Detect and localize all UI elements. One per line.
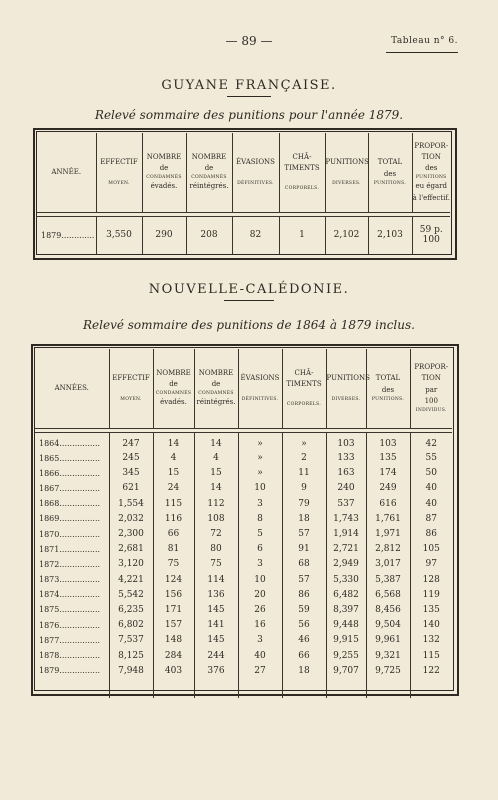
cell-evades: 15 [153, 466, 194, 481]
table-row [35, 481, 452, 496]
cell-proportion: 128 [410, 572, 452, 587]
cell-punitions: 1,743 [326, 511, 366, 526]
cell-evades: 115 [153, 496, 194, 511]
cell-evasions: 10 [238, 481, 282, 496]
cell-punitions: 8,397 [326, 602, 366, 617]
cell-proportion: 105 [410, 542, 452, 557]
table-row [35, 602, 452, 617]
cell-chatiments: 86 [282, 587, 326, 602]
cell-evasions: 3 [238, 496, 282, 511]
cell-annee: 1870................ [39, 529, 101, 539]
cell-effectif: 6,802 [109, 618, 153, 633]
tableau-label: Tableau n° 6. [391, 36, 458, 46]
cell-total: 249 [366, 481, 410, 496]
cell-annee: 1875................ [39, 605, 101, 615]
col-effectif-header: EFFECTIF MOYEN. [96, 133, 142, 212]
cell-effectif: 1,554 [109, 496, 153, 511]
cell-total: 103 [366, 432, 410, 451]
cell-total: 174 [366, 466, 410, 481]
cell-evades: 24 [153, 481, 194, 496]
caledonie-table [35, 349, 452, 698]
cell-chatiments: 79 [282, 496, 326, 511]
cell-reintegres: 14 [194, 432, 238, 451]
cell-proportion: 59 p. 100 [412, 216, 450, 254]
cell-chatiments: 68 [282, 557, 326, 572]
cell-annee: 1869................ [39, 514, 101, 524]
cell-reintegres: 112 [194, 496, 238, 511]
col-effectif-header: EFFECTIF MOYEN. [109, 349, 153, 428]
cell-evasions: 8 [238, 511, 282, 526]
cell-chatiments: 11 [282, 466, 326, 481]
cell-proportion: 42 [410, 432, 452, 451]
cell-reintegres: 145 [194, 633, 238, 648]
cell-chatiments: 59 [282, 602, 326, 617]
cell-evades: 4 [153, 451, 194, 466]
cell-reintegres: 244 [194, 648, 238, 663]
cell-total: 1,971 [366, 526, 410, 541]
cell-evasions: 40 [238, 648, 282, 663]
cell-total: 8,456 [366, 602, 410, 617]
col-total-header: TOTAL des PUNITIONS. [368, 133, 412, 212]
cell-punitions: 133 [326, 451, 366, 466]
cell-total: 9,504 [366, 618, 410, 633]
cell-annee: 1872................ [39, 559, 101, 569]
table-row [35, 432, 452, 451]
cell-proportion: 140 [410, 618, 452, 633]
page-number: — 89 — [225, 34, 273, 48]
cell-punitions: 2,102 [325, 216, 368, 254]
guyane-title: GUYANE FRANÇAISE. [161, 78, 337, 93]
cell-chatiments: 91 [282, 542, 326, 557]
cell-punitions: 2,949 [326, 557, 366, 572]
cell-evades: 75 [153, 557, 194, 572]
guyane-data-row [37, 216, 450, 254]
cell-annee: 1865................ [39, 453, 101, 463]
cell-total: 135 [366, 451, 410, 466]
cell-evades: 124 [153, 572, 194, 587]
table-row [35, 496, 452, 511]
cell-effectif: 2,300 [109, 526, 153, 541]
col-evasions-header: ÉVASIONS DÉFINITIVES. [238, 349, 282, 428]
cell-reintegres: 15 [194, 466, 238, 481]
cell-annee: 1874................ [39, 590, 101, 600]
cell-punitions: 9,448 [326, 618, 366, 633]
guyane-header-row [37, 133, 450, 212]
cell-total: 9,961 [366, 633, 410, 648]
cell-punitions: 103 [326, 432, 366, 451]
cell-chatiments: 66 [282, 648, 326, 663]
cell-reintegres: 75 [194, 557, 238, 572]
cell-chatiments: 1 [279, 216, 325, 254]
col-punitions-header: PUNITIONS DIVERSES. [326, 349, 366, 428]
tableau-underline [386, 52, 458, 53]
cell-proportion: 135 [410, 602, 452, 617]
col-punitions-header: PUNITIONS DIVERSES. [325, 133, 368, 212]
guyane-table [37, 133, 450, 254]
cell-punitions: 5,330 [326, 572, 366, 587]
table-row [35, 542, 452, 557]
cell-total: 2,103 [368, 216, 412, 254]
cell-evades: 66 [153, 526, 194, 541]
cell-proportion: 55 [410, 451, 452, 466]
cell-effectif: 247 [109, 432, 153, 451]
table-row [35, 587, 452, 602]
col-total-header: TOTAL des PUNITIONS. [366, 349, 410, 428]
cell-chatiments: 2 [282, 451, 326, 466]
cell-annee: 1867................ [39, 483, 101, 493]
caledonie-table-body [35, 432, 452, 698]
cell-proportion: 97 [410, 557, 452, 572]
cell-punitions: 2,721 [326, 542, 366, 557]
cell-total: 616 [366, 496, 410, 511]
cell-evasions: 3 [238, 633, 282, 648]
cell-effectif: 7,948 [109, 663, 153, 678]
guyane-subtitle: Relevé sommaire des punitions pour l'année 1879. [94, 108, 404, 122]
cell-effectif: 3,120 [109, 557, 153, 572]
cell-reintegres: 114 [194, 572, 238, 587]
cell-effectif: 621 [109, 481, 153, 496]
cell-total: 6,568 [366, 587, 410, 602]
cell-evasions: » [238, 466, 282, 481]
cell-evades: 403 [153, 663, 194, 678]
cell-proportion: 40 [410, 481, 452, 496]
caledonie-subtitle: Relevé sommaire des punitions de 1864 à 1879 inclus. [83, 318, 415, 332]
col-proportion-header: PROPOR- TION par 100 INDIVIDUS. [410, 349, 452, 428]
cell-punitions: 9,255 [326, 648, 366, 663]
cell-evades: 157 [153, 618, 194, 633]
cell-total: 3,017 [366, 557, 410, 572]
cell-effectif: 6,235 [109, 602, 153, 617]
cell-chatiments: 46 [282, 633, 326, 648]
caledonie-title: NOUVELLE-CALÉDONIE. [148, 282, 350, 297]
cell-proportion: 115 [410, 648, 452, 663]
guyane-title-rule [227, 96, 271, 97]
cell-proportion: 122 [410, 663, 452, 678]
cell-evades: 156 [153, 587, 194, 602]
cell-evasions: 26 [238, 602, 282, 617]
table-row [35, 466, 452, 481]
cell-total: 9,725 [366, 663, 410, 678]
cell-reintegres: 145 [194, 602, 238, 617]
cell-evades: 116 [153, 511, 194, 526]
cell-punitions: 240 [326, 481, 366, 496]
cell-effectif: 2,032 [109, 511, 153, 526]
cell-reintegres: 376 [194, 663, 238, 678]
cell-evasions: 10 [238, 572, 282, 587]
cell-evades: 284 [153, 648, 194, 663]
cell-punitions: 9,915 [326, 633, 366, 648]
cell-effectif: 8,125 [109, 648, 153, 663]
cell-reintegres: 14 [194, 481, 238, 496]
col-evades-header: NOMBRE de CONDAMNÉS évadés. [142, 133, 186, 212]
cell-evasions: 27 [238, 663, 282, 678]
cell-total: 1,761 [366, 511, 410, 526]
table-row [35, 663, 452, 678]
col-annee-header: ANNÉE. [51, 167, 82, 176]
cell-evades: 148 [153, 633, 194, 648]
cell-proportion: 40 [410, 496, 452, 511]
caledonie-header-row [35, 349, 452, 428]
cell-evasions: 20 [238, 587, 282, 602]
cell-proportion: 119 [410, 587, 452, 602]
cell-total: 5,387 [366, 572, 410, 587]
table-row [35, 633, 452, 648]
cell-annee: 1877................ [39, 635, 101, 645]
col-annees-header: ANNÉES. [54, 383, 89, 392]
col-evasions-header: ÉVASIONS DÉFINITIVES. [232, 133, 279, 212]
col-chatiments-header: CHÂ- TIMENTS CORPORELS. [279, 133, 325, 212]
cell-chatiments: 56 [282, 618, 326, 633]
caledonie-title-rule [224, 300, 274, 301]
cell-evasions: 16 [238, 618, 282, 633]
cell-evades: 290 [142, 216, 186, 254]
cell-reintegres: 72 [194, 526, 238, 541]
cell-effectif: 245 [109, 451, 153, 466]
table-row [35, 648, 452, 663]
cell-evasions: » [238, 432, 282, 451]
table-row [35, 511, 452, 526]
cell-total: 9,321 [366, 648, 410, 663]
table-padding-row [35, 678, 452, 698]
cell-punitions: 537 [326, 496, 366, 511]
cell-chatiments: 57 [282, 572, 326, 587]
cell-effectif: 2,681 [109, 542, 153, 557]
cell-punitions: 1,914 [326, 526, 366, 541]
cell-proportion: 50 [410, 466, 452, 481]
cell-evasions: 5 [238, 526, 282, 541]
cell-chatiments: 57 [282, 526, 326, 541]
table-row [35, 526, 452, 541]
cell-annee: 1873................ [39, 575, 101, 585]
col-evades-header: NOMBRE de CONDAMNÉS évadés. [153, 349, 194, 428]
cell-evades: 171 [153, 602, 194, 617]
cell-reintegres: 4 [194, 451, 238, 466]
cell-chatiments: 9 [282, 481, 326, 496]
cell-evasions: 3 [238, 557, 282, 572]
cell-chatiments: 18 [282, 511, 326, 526]
cell-annee: 1876................ [39, 620, 101, 630]
cell-punitions: 6,482 [326, 587, 366, 602]
cell-evasions: » [238, 451, 282, 466]
cell-annee: 1871................ [39, 544, 101, 554]
cell-total: 2,812 [366, 542, 410, 557]
cell-reintegres: 108 [194, 511, 238, 526]
cell-effectif: 5,542 [109, 587, 153, 602]
cell-proportion: 132 [410, 633, 452, 648]
cell-effectif: 4,221 [109, 572, 153, 587]
cell-reintegres: 136 [194, 587, 238, 602]
cell-annee: 1866................ [39, 468, 101, 478]
cell-annee: 1878................ [39, 651, 101, 661]
cell-evasions: 6 [238, 542, 282, 557]
col-reintegres-header: NOMBRE de CONDAMNÉS réintégrés. [194, 349, 238, 428]
cell-evades: 81 [153, 542, 194, 557]
col-chatiments-header: CHÂ- TIMENTS CORPORELS. [282, 349, 326, 428]
table-row [35, 557, 452, 572]
cell-effectif: 345 [109, 466, 153, 481]
cell-annee: 1879............. [41, 230, 95, 240]
cell-reintegres: 80 [194, 542, 238, 557]
cell-annee: 1868................ [39, 499, 101, 509]
cell-effectif: 7,537 [109, 633, 153, 648]
cell-chatiments: » [282, 432, 326, 451]
cell-annee: 1864................ [39, 439, 101, 448]
cell-reintegres: 141 [194, 618, 238, 633]
cell-proportion: 87 [410, 511, 452, 526]
col-reintegres-header: NOMBRE de CONDAMNÉS réintégrés. [186, 133, 232, 212]
cell-effectif: 3,550 [96, 216, 142, 254]
cell-evasions: 82 [232, 216, 279, 254]
cell-proportion: 86 [410, 526, 452, 541]
cell-evades: 14 [153, 432, 194, 451]
cell-chatiments: 18 [282, 663, 326, 678]
table-row [35, 451, 452, 466]
table-row [35, 572, 452, 587]
cell-annee: 1879................ [39, 666, 101, 676]
cell-punitions: 163 [326, 466, 366, 481]
col-proportion-header: PROPOR- TION des PUNITIONS eu égard à l'effectif. [412, 133, 450, 212]
cell-punitions: 9,707 [326, 663, 366, 678]
table-row [35, 618, 452, 633]
cell-reintegres: 208 [186, 216, 232, 254]
